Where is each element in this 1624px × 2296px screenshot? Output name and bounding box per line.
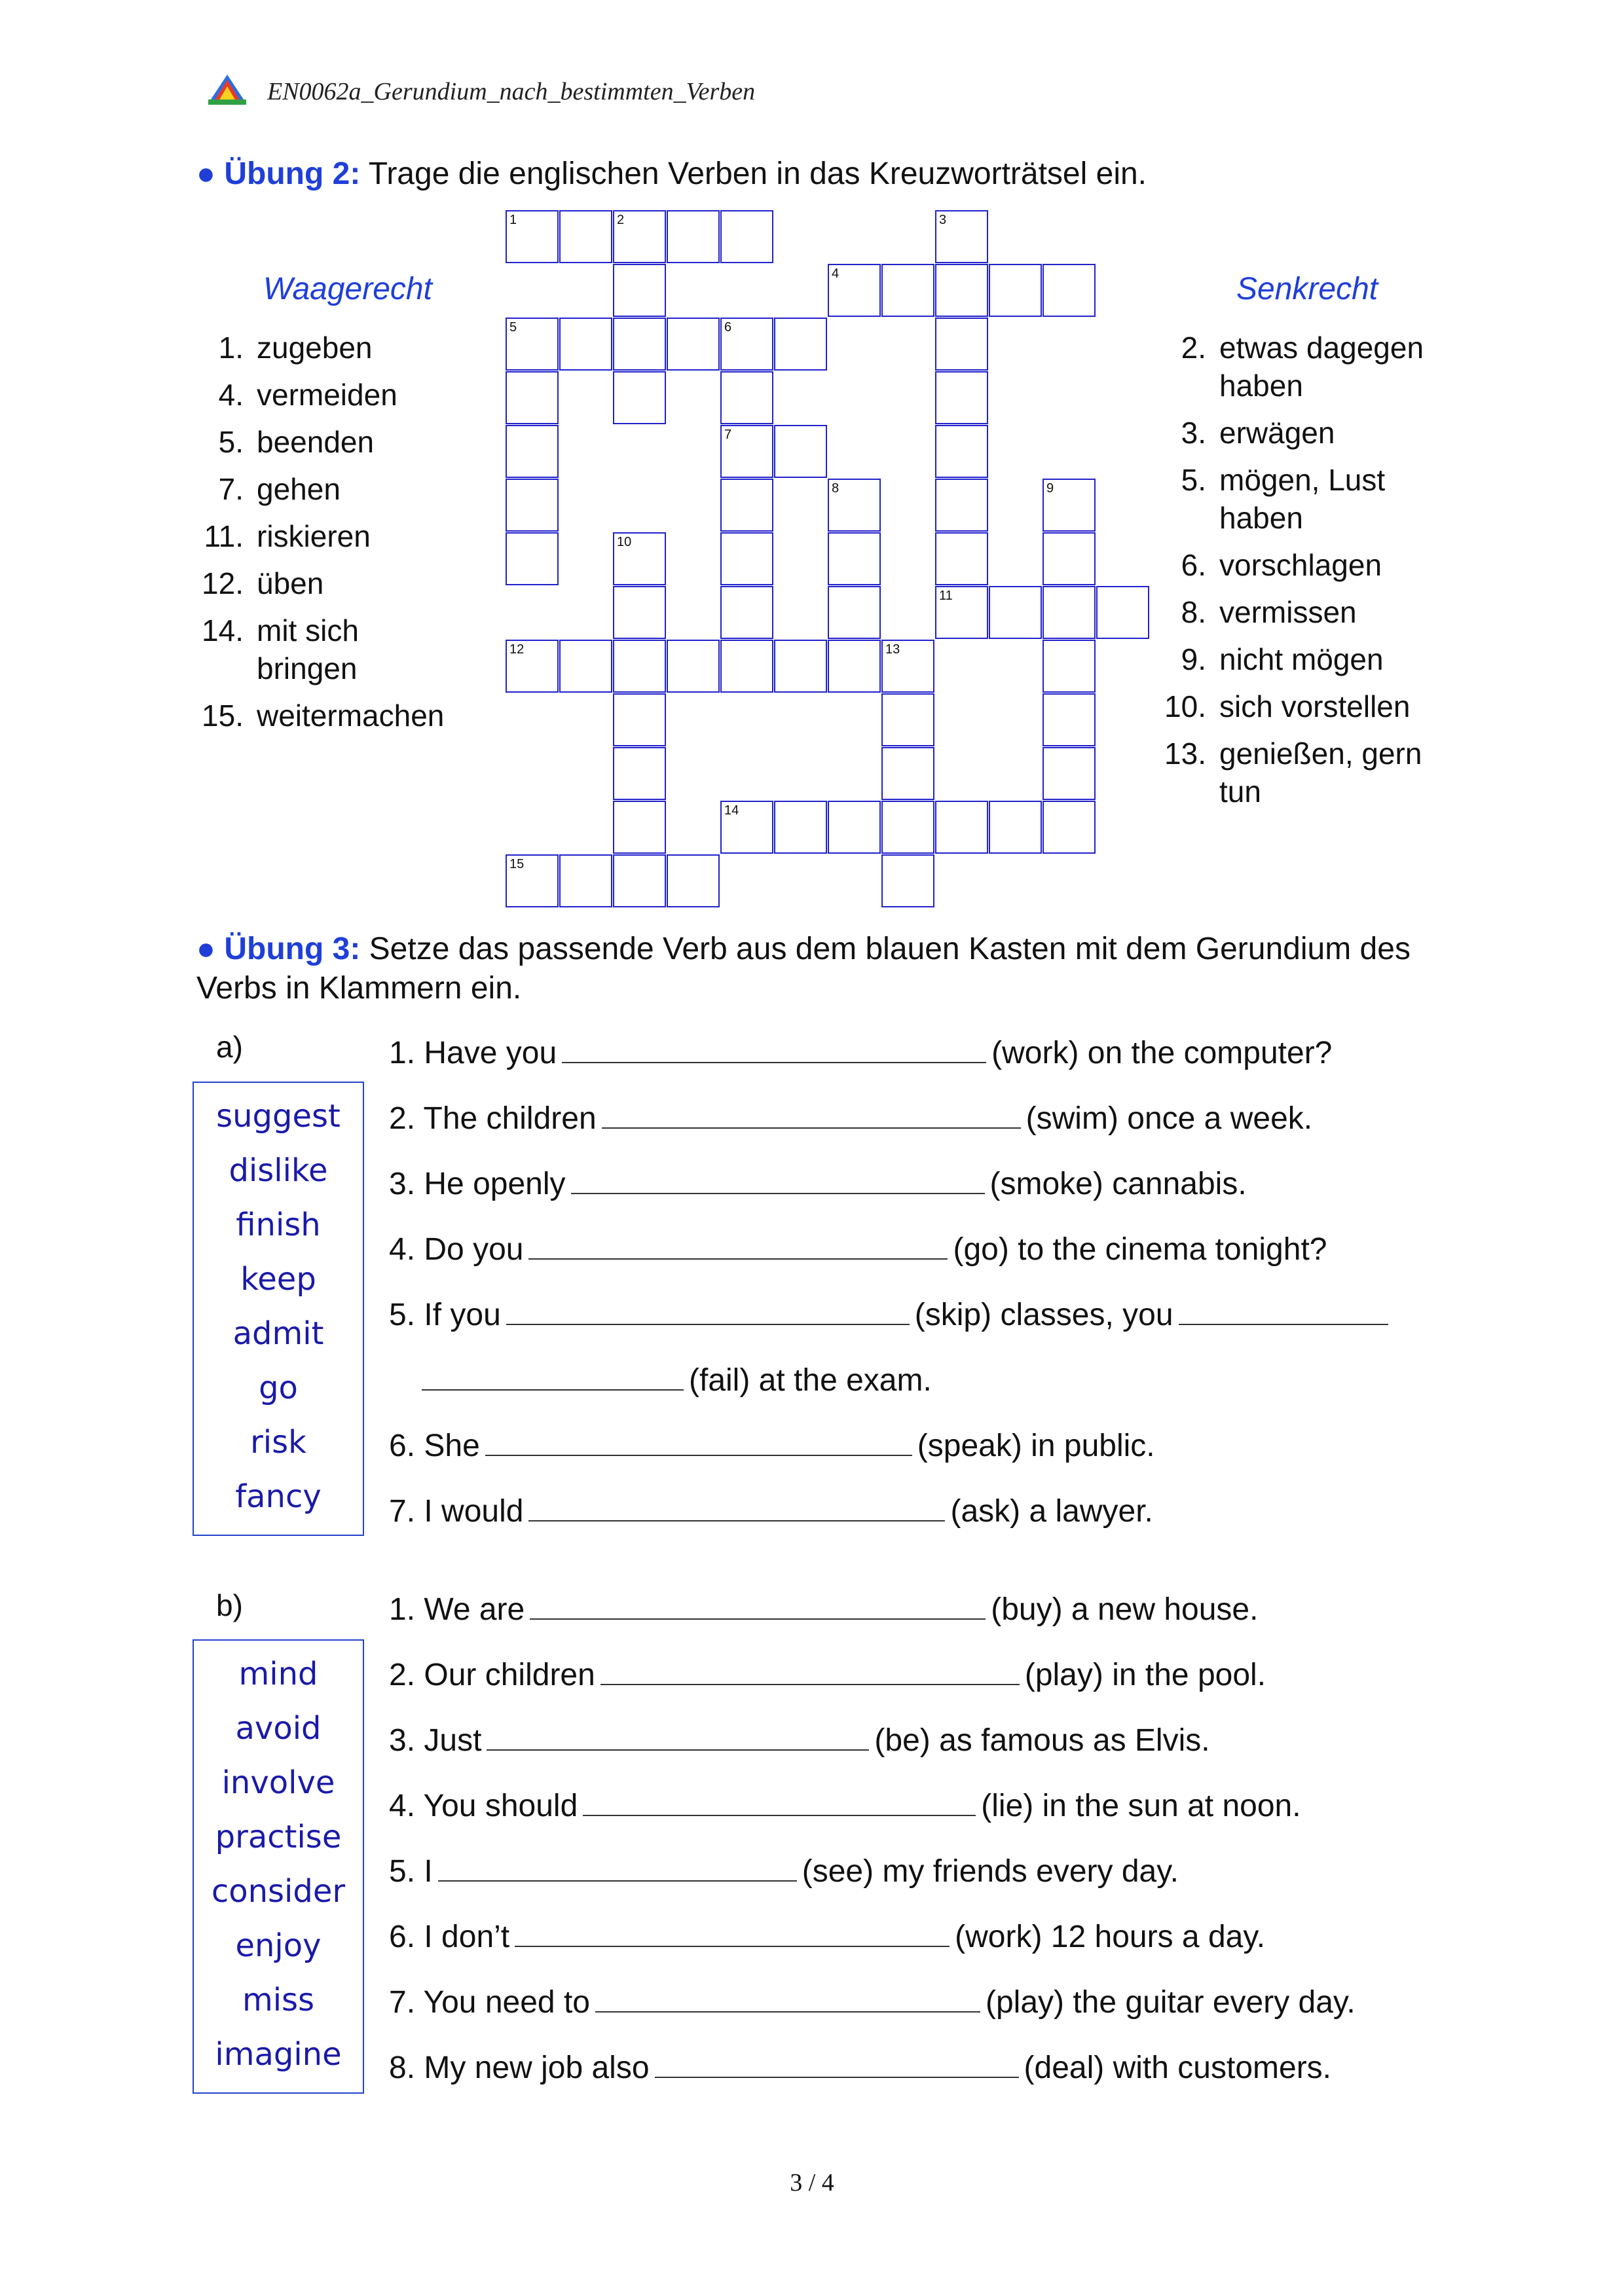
crossword-cell-number: 14 [724,803,739,818]
sentence-b-3: 3. Just (be) as famous as Elvis. [389,1721,1210,1758]
crossword-cell[interactable] [667,318,720,371]
crossword-cell[interactable] [720,586,773,639]
logo-icon [204,73,250,107]
part-b-label: b) [216,1588,243,1622]
crossword-grid [506,210,1160,917]
answer-blank[interactable] [422,1360,684,1391]
crossword-cell[interactable] [613,801,666,854]
crossword-cell[interactable] [935,425,988,478]
crossword-cell[interactable] [613,693,666,746]
clue-item: 9. nicht mögen [1181,642,1384,676]
crossword-cell[interactable] [935,210,988,263]
bullet-icon: ● [196,156,215,191]
crossword-cell[interactable] [774,318,827,371]
crossword-cell[interactable] [506,640,559,693]
word-box-item: avoid [235,1710,322,1747]
crossword-cell[interactable] [506,479,559,532]
clue-item: 1. zugeben [218,331,373,365]
word-box-item: finish [236,1207,321,1243]
crossword-cell[interactable] [828,532,881,585]
crossword-cell-number: 15 [509,857,525,871]
crossword-cell[interactable] [1043,747,1096,800]
answer-blank[interactable] [506,1295,910,1325]
crossword-cell[interactable] [828,479,881,532]
clue-item: 12. üben [202,566,324,600]
word-box-a [193,1082,364,1536]
answer-blank[interactable] [515,1917,950,1947]
sentence-a-2: 2. The children (swim) once a week. [389,1099,1312,1137]
crossword-cell-number: 13 [885,642,900,657]
sentence-a-5-cont: (fail) at the exam. [422,1360,932,1398]
word-box-item: imagine [215,2036,342,2073]
clue-item: 13. genießen, gern tun [1164,737,1422,809]
sentence-a-4: 4. Do you (go) to the cinema tonight? [389,1230,1327,1267]
crossword-cell[interactable] [506,318,559,371]
crossword-cell[interactable] [1043,532,1096,585]
crossword-cell[interactable] [506,210,559,263]
crossword-cell[interactable] [720,318,773,371]
word-box-item: go [259,1370,298,1406]
word-box-item: involve [221,1764,335,1801]
answer-blank[interactable] [528,1230,948,1260]
crossword-cell[interactable] [1043,479,1096,532]
word-box-item: dislike [229,1152,328,1189]
clue-item: 14. mit sich bringen [202,613,359,685]
answer-blank[interactable] [438,1851,797,1882]
exercise-2-heading [196,156,1147,192]
sentence-a-1: 1. Have you (work) on the computer? [389,1033,1332,1071]
word-box-item: suggest [216,1098,341,1135]
answer-blank[interactable] [487,1721,869,1751]
exercise-3-label: Übung 3: [224,932,361,966]
crossword-cell[interactable] [720,479,773,532]
across-clue-list [196,329,485,744]
sentence-a-7: 7. I would (ask) a lawyer. [389,1491,1153,1529]
document-title: EN0062a_Gerundium_nach_bestimmten_Verben [267,78,756,105]
crossword-cell[interactable] [828,586,881,639]
answer-blank[interactable] [583,1786,976,1816]
answer-blank[interactable] [528,1491,945,1522]
sentence-a-5: 5. If you (skip) classes, you [389,1295,1393,1333]
crossword-cell[interactable] [881,640,934,693]
crossword-cell[interactable] [1043,586,1096,639]
crossword-cell[interactable] [613,586,666,639]
clue-item: 11. riskieren [204,519,371,553]
crossword-cell[interactable] [828,801,881,854]
crossword-cell[interactable] [720,532,773,585]
crossword-cell[interactable] [720,801,773,854]
crossword-cell[interactable] [613,210,666,263]
crossword-cell[interactable] [613,264,666,317]
word-box-item: keep [240,1261,316,1298]
sentence-b-2: 2. Our children (play) in the pool. [389,1655,1266,1693]
crossword-cell[interactable] [720,371,773,424]
crossword-cell-number: 12 [509,642,525,657]
answer-blank[interactable] [595,1982,980,2013]
crossword-cell[interactable] [881,747,934,800]
crossword-cell[interactable] [720,425,773,478]
crossword-cell[interactable] [935,264,988,317]
crossword-cell[interactable] [881,801,934,854]
crossword-cell[interactable] [935,318,988,371]
crossword-cell-number: 1 [509,213,517,227]
crossword-cell[interactable] [667,854,720,907]
crossword-cell-number: 8 [832,481,840,496]
crossword-cell[interactable] [613,640,666,693]
crossword-cell[interactable] [506,532,559,585]
crossword-cell[interactable] [774,801,827,854]
answer-blank[interactable] [562,1033,986,1063]
bullet-icon: ● [196,932,215,966]
clue-item: 5. beenden [218,425,375,459]
sentence-b-4: 4. You should (lie) in the sun at noon. [389,1786,1301,1824]
clue-item: 10. sich vorstellen [1164,689,1411,723]
exercise-3-instruction-cont: Verbs in Klammern ein. [196,971,522,1006]
crossword-cell[interactable] [774,425,827,478]
crossword-cell[interactable] [935,479,988,532]
exercise-3-instruction: Setze das passende Verb aus dem blauen Kasten mit dem Gerundium des [369,932,1411,966]
word-box-item: admit [232,1315,324,1352]
crossword-cell[interactable] [989,801,1042,854]
answer-blank[interactable] [1179,1295,1388,1325]
word-box-item: consider [211,1873,346,1910]
crossword-cell[interactable] [881,854,934,907]
crossword-cell[interactable] [667,210,720,263]
word-box-item: mind [238,1656,318,1692]
crossword-cell[interactable] [506,425,559,478]
word-box-item: enjoy [235,1927,322,1964]
sentence-b-6: 6. I don’t (work) 12 hours a day. [389,1917,1265,1955]
crossword-cell-number: 3 [939,213,947,227]
crossword-cell[interactable] [881,693,934,746]
crossword-cell[interactable] [559,318,612,371]
crossword-cell[interactable] [935,801,988,854]
crossword-cell-number: 2 [617,213,625,227]
crossword-cell[interactable] [613,318,666,371]
answer-blank[interactable] [571,1164,985,1194]
clue-item: 2. etwas dagegen haben [1181,331,1424,403]
word-box-item: risk [250,1424,306,1461]
clue-item: 8. vermissen [1181,595,1357,629]
page-number: 3 / 4 [790,2169,834,2196]
crossword-cell[interactable] [1043,693,1096,746]
crossword-cell-number: 6 [724,320,732,335]
crossword-cell[interactable] [774,640,827,693]
crossword-cell[interactable] [881,264,934,317]
sentence-b-1: 1. We are (buy) a new house. [389,1590,1258,1628]
exercise-2-instruction: Trage die englischen Verben in das Kreuzworträtsel ein. [368,156,1147,191]
crossword-cell-number: 5 [509,320,517,335]
exercise-2-label: Übung 2: [224,156,361,191]
crossword-cell[interactable] [506,854,559,907]
crossword-cell[interactable] [613,854,666,907]
exercise-3-heading [196,930,1411,1008]
crossword-cell[interactable] [613,371,666,424]
crossword-cell[interactable] [559,640,612,693]
crossword-cell[interactable] [613,747,666,800]
crossword-cell-number: 7 [724,428,732,442]
word-box-b [193,1639,364,2094]
answer-blank[interactable] [600,1655,1020,1685]
clue-item: 6. vorschlagen [1181,548,1382,582]
crossword-cell[interactable] [667,640,720,693]
down-heading: Senkrecht [1236,272,1378,306]
answer-blank[interactable] [530,1590,986,1620]
crossword-cell[interactable] [559,854,612,907]
crossword-cell[interactable] [559,210,612,263]
answer-blank[interactable] [485,1426,912,1456]
crossword-cell[interactable] [1043,640,1096,693]
clue-item: 15. weitermachen [202,699,445,733]
clue-item: 7. gehen [218,472,341,506]
crossword-cell[interactable] [720,210,773,263]
crossword-cell[interactable] [989,586,1042,639]
crossword-cell[interactable] [1096,586,1149,639]
crossword-cell-number: 4 [832,266,840,281]
sentence-b-8: 8. My new job also (deal) with customers. [389,2048,1331,2086]
answer-blank[interactable] [655,2048,1019,2078]
clue-item: 4. vermeiden [218,378,397,412]
crossword-cell[interactable] [935,532,988,585]
word-box-item: practise [215,1819,342,1855]
answer-blank[interactable] [602,1099,1021,1129]
clue-item: 5. mögen, Lust haben [1181,463,1386,535]
crossword-cell-number: 10 [617,535,632,549]
clue-item: 3. erwägen [1181,416,1335,450]
crossword-cell-number: 11 [939,589,953,603]
word-box-item: miss [242,1982,315,2018]
sentence-a-6: 6. She (speak) in public. [389,1426,1155,1464]
crossword-cell[interactable] [613,532,666,585]
crossword-cell[interactable] [506,371,559,424]
crossword-cell-number: 9 [1046,481,1054,496]
down-clue-list [1159,329,1500,820]
crossword-cell[interactable] [828,640,881,693]
crossword-cell[interactable] [720,640,773,693]
sentence-b-5: 5. I (see) my friends every day. [389,1851,1179,1889]
crossword-cell[interactable] [828,264,881,317]
crossword-cell[interactable] [935,586,988,639]
part-a-label: a) [216,1030,243,1064]
word-box-item: fancy [235,1478,322,1515]
crossword-cell[interactable] [935,371,988,424]
sentence-a-3: 3. He openly (smoke) cannabis. [389,1164,1247,1202]
across-heading: Waagerecht [263,272,432,306]
crossword-cell[interactable] [1043,801,1096,854]
sentence-b-7: 7. You need to (play) the guitar every day. [389,1982,1356,2020]
crossword-cell[interactable] [989,264,1042,317]
crossword-cell[interactable] [1043,264,1096,317]
